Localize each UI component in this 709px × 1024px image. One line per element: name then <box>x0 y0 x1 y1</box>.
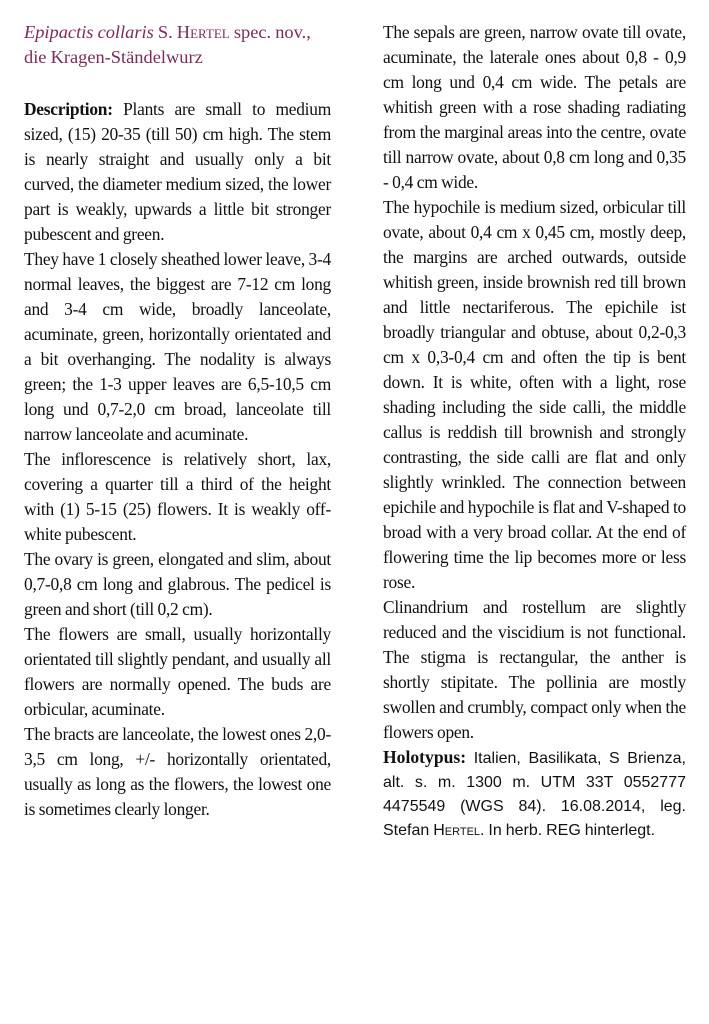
holotypus-label: Holotypus: <box>383 747 467 767</box>
species-author: S. Hertel <box>157 22 230 42</box>
bracts-paragraph: The bracts are lanceolate, the lowest ones 2,0-3,5 cm long, +/- horizontally orientated, usually as long as the flowers, the lowest one is sometimes clearly longer. <box>24 724 331 819</box>
column-paragraph: Clinandrium and rostellum are slightly reduced and the viscidium is not functional. The stigma is rectangular, the anther is shortly stipitate. The pollinia are mostly swollen and crumbly, compact only when the flowers open. <box>383 597 686 742</box>
flowers-paragraph: The flowers are small, usually horizontally orientated till slightly pendant, and usually all flowers are normally opened. The buds are orbicular, acuminate. <box>24 624 331 719</box>
sepals-paragraph: The sepals are green, narrow ovate till ovate, acuminate, the laterale ones about 0,8 - 0,9 cm long und 0,4 cm wide. The petals are whitish green with a rose shading radiating from the marginal areas into the centre, ovate till narrow ovate, about 0,8 cm long and 0,35 - 0,4 cm wide. <box>383 22 686 192</box>
description-paragraph <box>24 97 331 247</box>
lip-paragraph: The hypochile is medium sized, orbicular till ovate, about 0,4 cm x 0,45 cm, mostly deep, the margins are arched outwards, outside whitish green, inside brownish red till brown and little nectariferous. The epichile ist broadly triangular and obtuse, about 0,2-0,3 cm x 0,3-0,4 cm and often the tip is bent down. It is white, often with a light, rose shading including the side calli, the middle callus is reddish till brownish and strongly contrasting, the side calli are flat and only slightly wrinkled. The connection between epichile and hypochile is flat and V-shaped to broad with a very broad collar. At the end of flowering time the lip becomes more or less rose. <box>383 197 686 592</box>
holotypus-text: Italien, Basilikata, S Brienza, alt. s. m. 1300 m. UTM 33T 0552777 4475549 (WGS 84). 16.08.2014, leg. Stefan <box>383 750 687 839</box>
description-label: Description: <box>24 99 113 119</box>
inflorescence-paragraph: The inflorescence is relatively short, lax, covering a quarter till a third of the height with (1) 5-15 (25) flowers. It is weakly off-white pubescent. <box>24 449 331 544</box>
holotypus-paragraph <box>383 745 686 843</box>
leaves-paragraph: They have 1 closely sheathed lower leave, 3-4 normal leaves, the biggest are 7-12 cm long and 3-4 cm wide, broadly lanceolate, acuminate, green, horizontally orientated and a bit overhanging. The nodality is always green; the 1-3 upper leaves are 6,5-10,5 cm long und 0,7-2,0 cm broad, lanceolate till narrow lanceolate and acuminate. <box>24 249 331 444</box>
species-name: Epipactis collaris <box>24 22 154 42</box>
holotypus-text-end: . In herb. REG hinterlegt. <box>480 822 656 839</box>
species-title-rest: spec. nov., die Kragen-Ständelwurz <box>24 22 311 67</box>
right-column <box>383 20 686 843</box>
description-text: Plants are small to medium sized, (15) 20-35 (till 50) cm high. The stem is nearly straight and usually only a bit curved, the diameter medium sized, the lower part is weakly, upwards a little bit stronger pubescent and green. <box>24 99 331 244</box>
ovary-paragraph: The ovary is green, elongated and slim, about 0,7-0,8 cm long and glabrous. The pedicel is green and short (till 0,2 cm). <box>24 549 331 619</box>
species-title <box>24 20 331 70</box>
left-column <box>24 20 331 822</box>
holotypus-collector: Hertel <box>433 822 481 839</box>
